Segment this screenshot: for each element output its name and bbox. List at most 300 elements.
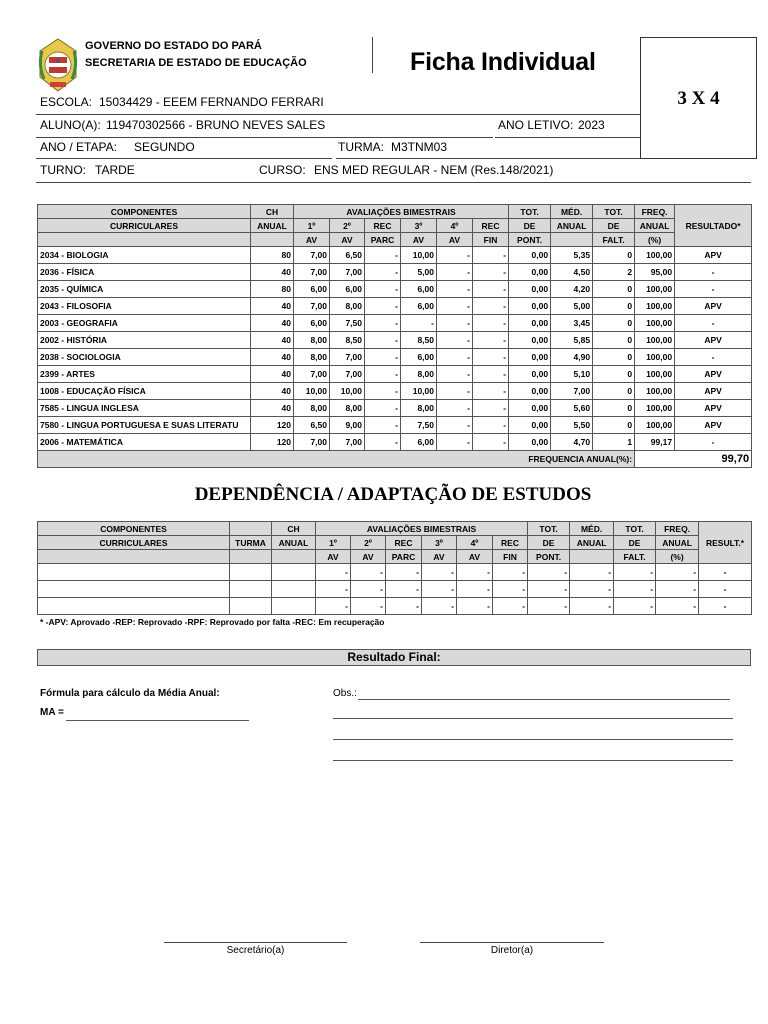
cell-av1: 8,00 (294, 349, 330, 366)
cell-av4: - (437, 332, 473, 349)
th-blank (551, 233, 593, 247)
table-row (38, 434, 752, 451)
dep-th-tot-pont-2: DE (528, 536, 570, 550)
th-tot-pont-3: PONT. (509, 233, 551, 247)
dep-cell-empty (230, 564, 272, 581)
cell-ch: 40 (251, 298, 294, 315)
cell-rf: - (473, 298, 509, 315)
dep-table-row (38, 564, 752, 581)
cell-ch: 40 (251, 400, 294, 417)
dep-cell-empty (230, 598, 272, 615)
turma-value: M3TNM03 (391, 140, 448, 154)
cell-av2: 7,00 (330, 349, 365, 366)
table-row (38, 315, 752, 332)
resultado-final-bar: Resultado Final: (37, 649, 751, 666)
th-av4: 4º (437, 219, 473, 233)
grades-table (37, 204, 752, 468)
cell-ch: 40 (251, 349, 294, 366)
cell-av2: 9,00 (330, 417, 365, 434)
cell-av4: - (437, 264, 473, 281)
cell-av4: - (437, 247, 473, 264)
cell-tot: 0,00 (509, 366, 551, 383)
cell-res: - (675, 264, 752, 281)
cell-name: 2399 - ARTES (38, 366, 251, 383)
th-av2: 2º (330, 219, 365, 233)
dep-cell-dash: - (422, 598, 457, 615)
cell-av4: - (437, 383, 473, 400)
cell-av4: - (437, 281, 473, 298)
cell-av2: 8,00 (330, 298, 365, 315)
cell-rp: - (365, 315, 401, 332)
dep-th-av3: 3º (422, 536, 457, 550)
cell-freq: 99,17 (635, 434, 675, 451)
cell-ch: 40 (251, 264, 294, 281)
dep-th-av1-sub: AV (316, 550, 351, 564)
etapa-value: SEGUNDO (134, 140, 195, 154)
cell-falt: 0 (593, 298, 635, 315)
cell-rp: - (365, 298, 401, 315)
th-rec-parc-sub: PARC (365, 233, 401, 247)
cell-rf: - (473, 349, 509, 366)
freq-anual-label: FREQUENCIA ANUAL(%): (38, 451, 635, 468)
cell-name: 2034 - BIOLOGIA (38, 247, 251, 264)
dep-cell-dash: - (316, 598, 351, 615)
cell-med: 5,35 (551, 247, 593, 264)
formula-label: Fórmula para cálculo da Média Anual: (40, 688, 220, 699)
cell-av1: 6,00 (294, 315, 330, 332)
cell-med: 5,00 (551, 298, 593, 315)
cell-freq: 100,00 (635, 349, 675, 366)
table-row (38, 332, 752, 349)
dep-th-result: RESULT.* (699, 522, 752, 564)
dep-cell-dash: - (386, 564, 422, 581)
th-tot-pont-2: DE (509, 219, 551, 233)
dep-th-freq: FREQ. (656, 522, 699, 536)
cell-tot: 0,00 (509, 332, 551, 349)
turno-value: TARDE (95, 163, 135, 177)
dep-th-avaliacoes: AVALIAÇÕES BIMESTRAIS (316, 522, 528, 536)
cell-rf: - (473, 434, 509, 451)
cell-av2: 7,50 (330, 315, 365, 332)
cell-name: 2036 - FÍSICA (38, 264, 251, 281)
obs-line-1[interactable] (358, 699, 730, 700)
dep-th-blank (570, 550, 614, 564)
cell-av1: 6,00 (294, 281, 330, 298)
state-emblem (36, 37, 80, 93)
cell-rf: - (473, 247, 509, 264)
dep-cell-dash: - (656, 581, 699, 598)
dep-table-row (38, 581, 752, 598)
ano-letivo-rule (495, 137, 640, 138)
th-blank (38, 233, 251, 247)
dep-th-av1: 1º (316, 536, 351, 550)
dep-cell-dash: - (570, 564, 614, 581)
cell-ch: 120 (251, 434, 294, 451)
page-title: Ficha Individual (410, 48, 596, 76)
cell-av4: - (437, 417, 473, 434)
th-ch: CH (251, 205, 294, 219)
th-av3-sub: AV (401, 233, 437, 247)
cell-freq: 100,00 (635, 332, 675, 349)
curso-value: ENS MED REGULAR - NEM (Res.148/2021) (314, 163, 554, 177)
th-freq: FREQ. (635, 205, 675, 219)
cell-name: 2038 - SOCIOLOGIA (38, 349, 251, 366)
cell-falt: 0 (593, 383, 635, 400)
th-av2-sub: AV (330, 233, 365, 247)
cell-freq: 100,00 (635, 417, 675, 434)
cell-tot: 0,00 (509, 247, 551, 264)
cell-tot: 0,00 (509, 281, 551, 298)
turma-rule (336, 158, 640, 159)
cell-av3: 8,00 (401, 400, 437, 417)
th-blank (251, 233, 294, 247)
cell-rp: - (365, 332, 401, 349)
dep-table-row (38, 598, 752, 615)
cell-rp: - (365, 400, 401, 417)
cell-med: 4,50 (551, 264, 593, 281)
th-media-2: ANUAL (551, 219, 593, 233)
cell-av4: - (437, 400, 473, 417)
secretariat-name: SECRETARIA DE ESTADO DE EDUCAÇÃO (85, 57, 307, 69)
cell-av3: - (401, 315, 437, 332)
obs-line-4[interactable] (333, 760, 733, 761)
cell-tot: 0,00 (509, 400, 551, 417)
dependencia-table (37, 521, 752, 615)
cell-res: APV (675, 332, 752, 349)
dep-cell-dash: - (422, 581, 457, 598)
cell-rf: - (473, 417, 509, 434)
cell-av4: - (437, 349, 473, 366)
cell-av4: - (437, 298, 473, 315)
dep-cell-dash: - (386, 581, 422, 598)
cell-av1: 8,00 (294, 332, 330, 349)
cell-av2: 8,50 (330, 332, 365, 349)
cell-ch: 80 (251, 247, 294, 264)
th-curriculares: CURRICULARES (38, 219, 251, 233)
th-componentes: COMPONENTES (38, 205, 251, 219)
cell-rf: - (473, 366, 509, 383)
cell-med: 4,70 (551, 434, 593, 451)
ma-label: MA = (40, 707, 64, 718)
ma-field[interactable] (66, 720, 249, 721)
cell-rp: - (365, 349, 401, 366)
table-row (38, 383, 752, 400)
cell-falt: 0 (593, 366, 635, 383)
cell-res: - (675, 315, 752, 332)
th-resultado: RESULTADO* (675, 205, 752, 247)
dep-th-tot-pont-3: PONT. (528, 550, 570, 564)
th-av1: 1º (294, 219, 330, 233)
cell-av4: - (437, 366, 473, 383)
cell-falt: 0 (593, 332, 635, 349)
legend: * -APV: Aprovado -REP: Reprovado -RPF: Reprovado por falta -REC: Em recuperação (40, 617, 385, 627)
dep-th-freq-3: (%) (656, 550, 699, 564)
obs-label: Obs.: (333, 688, 357, 699)
dep-th-blank (38, 550, 230, 564)
cell-name: 2003 - GEOGRAFIA (38, 315, 251, 332)
table-row (38, 264, 752, 281)
cell-av1: 7,00 (294, 298, 330, 315)
photo-placeholder (640, 37, 757, 159)
cell-av1: 7,00 (294, 434, 330, 451)
table-row (38, 366, 752, 383)
cell-rf: - (473, 332, 509, 349)
table-row (38, 400, 752, 417)
cell-freq: 100,00 (635, 281, 675, 298)
dep-th-blank (230, 550, 272, 564)
cell-ch: 40 (251, 332, 294, 349)
dep-th-media-2: ANUAL (570, 536, 614, 550)
cell-med: 4,90 (551, 349, 593, 366)
cell-tot: 0,00 (509, 349, 551, 366)
dep-cell-dash: - (699, 598, 752, 615)
th-tot-falt-3: FALT. (593, 233, 635, 247)
aluno-rule (36, 137, 493, 138)
cell-freq: 100,00 (635, 366, 675, 383)
cell-av3: 8,50 (401, 332, 437, 349)
th-tot-falt-2: DE (593, 219, 635, 233)
dep-cell-dash: - (699, 581, 752, 598)
cell-rf: - (473, 264, 509, 281)
curso-rule (256, 182, 751, 183)
cell-name: 2043 - FILOSOFIA (38, 298, 251, 315)
dep-cell-dash: - (528, 564, 570, 581)
cell-av4: - (437, 315, 473, 332)
obs-line-3[interactable] (333, 739, 733, 740)
dep-cell-dash: - (614, 598, 656, 615)
dep-cell-dash: - (351, 581, 386, 598)
dep-cell-empty (38, 581, 230, 598)
dep-cell-dash: - (457, 564, 493, 581)
dep-cell-dash: - (699, 564, 752, 581)
th-rec-fin: REC (473, 219, 509, 233)
th-av4-sub: AV (437, 233, 473, 247)
cell-av3: 6,00 (401, 349, 437, 366)
cell-rp: - (365, 281, 401, 298)
dep-cell-empty (38, 598, 230, 615)
cell-ch: 120 (251, 417, 294, 434)
escola-rule (36, 114, 640, 115)
cell-rf: - (473, 400, 509, 417)
th-tot-pont: TOT. (509, 205, 551, 219)
dep-cell-dash: - (316, 564, 351, 581)
cell-av3: 5,00 (401, 264, 437, 281)
dep-th-anual: ANUAL (272, 536, 316, 550)
dep-cell-dash: - (528, 598, 570, 615)
th-rec-parc: REC (365, 219, 401, 233)
escola-value: 15034429 - EEEM FERNANDO FERRARI (99, 95, 324, 109)
cell-av1: 10,00 (294, 383, 330, 400)
cell-tot: 0,00 (509, 315, 551, 332)
etapa-label: ANO / ETAPA: (40, 140, 117, 154)
cell-falt: 0 (593, 349, 635, 366)
cell-name: 1008 - EDUCAÇÃO FÍSICA (38, 383, 251, 400)
cell-freq: 100,00 (635, 315, 675, 332)
cell-med: 3,45 (551, 315, 593, 332)
cell-av1: 7,00 (294, 264, 330, 281)
cell-av3: 10,00 (401, 383, 437, 400)
cell-med: 5,60 (551, 400, 593, 417)
cell-rp: - (365, 264, 401, 281)
cell-tot: 0,00 (509, 417, 551, 434)
cell-av1: 7,00 (294, 247, 330, 264)
dep-cell-empty (272, 581, 316, 598)
cell-tot: 0,00 (509, 298, 551, 315)
cell-name: 2006 - MATEMÁTICA (38, 434, 251, 451)
cell-av2: 7,00 (330, 264, 365, 281)
dep-th-blank (272, 550, 316, 564)
dep-th-tot-falt-2: DE (614, 536, 656, 550)
obs-line-2[interactable] (333, 718, 733, 719)
aluno-value: 119470302566 - BRUNO NEVES SALES (106, 118, 326, 132)
cell-av2: 8,00 (330, 400, 365, 417)
cell-av3: 10,00 (401, 247, 437, 264)
cell-rp: - (365, 434, 401, 451)
curso-label: CURSO: (259, 163, 306, 177)
secretario-signature-line (164, 942, 347, 943)
dep-th-blank (230, 522, 272, 536)
turno-rule (36, 182, 256, 183)
cell-rp: - (365, 383, 401, 400)
th-tot-falt: TOT. (593, 205, 635, 219)
aluno-label: ALUNO(A): (40, 118, 101, 132)
cell-res: - (675, 281, 752, 298)
dep-cell-dash: - (493, 581, 528, 598)
cell-av1: 6,50 (294, 417, 330, 434)
dep-th-tot-pont: TOT. (528, 522, 570, 536)
dep-cell-dash: - (493, 564, 528, 581)
cell-name: 2002 - HISTÓRIA (38, 332, 251, 349)
cell-tot: 0,00 (509, 434, 551, 451)
dep-th-freq-2: ANUAL (656, 536, 699, 550)
cell-med: 5,85 (551, 332, 593, 349)
cell-ch: 40 (251, 315, 294, 332)
ano-letivo-label: ANO LETIVO: (498, 118, 574, 132)
cell-name: 7580 - LINGUA PORTUGUESA E SUAS LITERATU (38, 417, 251, 434)
cell-res: APV (675, 383, 752, 400)
cell-ch: 40 (251, 383, 294, 400)
cell-tot: 0,00 (509, 383, 551, 400)
cell-med: 5,10 (551, 366, 593, 383)
cell-res: APV (675, 400, 752, 417)
dep-th-tot-falt: TOT. (614, 522, 656, 536)
cell-res: APV (675, 417, 752, 434)
dep-cell-dash: - (656, 564, 699, 581)
cell-av1: 8,00 (294, 400, 330, 417)
dep-cell-dash: - (570, 598, 614, 615)
cell-freq: 100,00 (635, 383, 675, 400)
dep-cell-dash: - (316, 581, 351, 598)
th-freq-2: ANUAL (635, 219, 675, 233)
cell-falt: 0 (593, 417, 635, 434)
table-row (38, 281, 752, 298)
dep-th-av3-sub: AV (422, 550, 457, 564)
cell-ch: 40 (251, 366, 294, 383)
dep-th-av2-sub: AV (351, 550, 386, 564)
cell-ch: 80 (251, 281, 294, 298)
secretario-label: Secretário(a) (226, 945, 285, 956)
cell-av3: 8,00 (401, 366, 437, 383)
th-avaliacoes: AVALIAÇÕES BIMESTRAIS (294, 205, 509, 219)
dep-th-rec-parc-sub: PARC (386, 550, 422, 564)
th-rec-fin-sub: FIN (473, 233, 509, 247)
th-av1-sub: AV (294, 233, 330, 247)
dep-th-turma: TURMA (230, 536, 272, 550)
dep-cell-dash: - (493, 598, 528, 615)
dep-cell-empty (272, 564, 316, 581)
dep-cell-dash: - (614, 581, 656, 598)
cell-med: 7,00 (551, 383, 593, 400)
cell-av2: 10,00 (330, 383, 365, 400)
cell-freq: 100,00 (635, 298, 675, 315)
ano-letivo-value: 2023 (578, 118, 605, 132)
dep-cell-dash: - (656, 598, 699, 615)
table-row (38, 417, 752, 434)
dep-th-rec-parc: REC (386, 536, 422, 550)
th-anual: ANUAL (251, 219, 294, 233)
th-media: MÉD. (551, 205, 593, 219)
cell-name: 7585 - LINGUA INGLESA (38, 400, 251, 417)
dep-cell-empty (230, 581, 272, 598)
table-row (38, 298, 752, 315)
turma-label: TURMA: (338, 140, 384, 154)
cell-rp: - (365, 247, 401, 264)
diretor-signature-line (420, 942, 604, 943)
dep-cell-dash: - (422, 564, 457, 581)
cell-av1: 7,00 (294, 366, 330, 383)
dep-th-ch: CH (272, 522, 316, 536)
dep-th-tot-falt-3: FALT. (614, 550, 656, 564)
cell-res: APV (675, 247, 752, 264)
dependencia-title: DEPENDÊNCIA / ADAPTAÇÃO DE ESTUDOS (194, 484, 592, 505)
cell-falt: 0 (593, 281, 635, 298)
cell-av4: - (437, 434, 473, 451)
dep-th-curriculares: CURRICULARES (38, 536, 230, 550)
cell-freq: 100,00 (635, 247, 675, 264)
cell-rp: - (365, 366, 401, 383)
cell-falt: 2 (593, 264, 635, 281)
dep-cell-dash: - (457, 581, 493, 598)
cell-name: 2035 - QUÍMICA (38, 281, 251, 298)
freq-anual-value: 99,70 (635, 451, 752, 468)
cell-res: APV (675, 366, 752, 383)
cell-falt: 0 (593, 247, 635, 264)
cell-freq: 100,00 (635, 400, 675, 417)
dep-th-media: MÉD. (570, 522, 614, 536)
cell-falt: 1 (593, 434, 635, 451)
cell-freq: 95,00 (635, 264, 675, 281)
dep-cell-empty (38, 564, 230, 581)
th-av3: 3º (401, 219, 437, 233)
th-freq-3: (%) (635, 233, 675, 247)
dep-th-rec-fin: REC (493, 536, 528, 550)
cell-rf: - (473, 315, 509, 332)
cell-av3: 6,00 (401, 281, 437, 298)
dep-cell-dash: - (351, 564, 386, 581)
dep-th-av4-sub: AV (457, 550, 493, 564)
cell-res: APV (675, 298, 752, 315)
photo-label: 3 X 4 (677, 88, 720, 109)
table-row (38, 247, 752, 264)
dep-th-componentes: COMPONENTES (38, 522, 230, 536)
cell-rp: - (365, 417, 401, 434)
cell-med: 5,50 (551, 417, 593, 434)
etapa-rule (36, 158, 332, 159)
cell-av2: 7,00 (330, 366, 365, 383)
table-row (38, 349, 752, 366)
cell-falt: 0 (593, 315, 635, 332)
dep-cell-dash: - (457, 598, 493, 615)
